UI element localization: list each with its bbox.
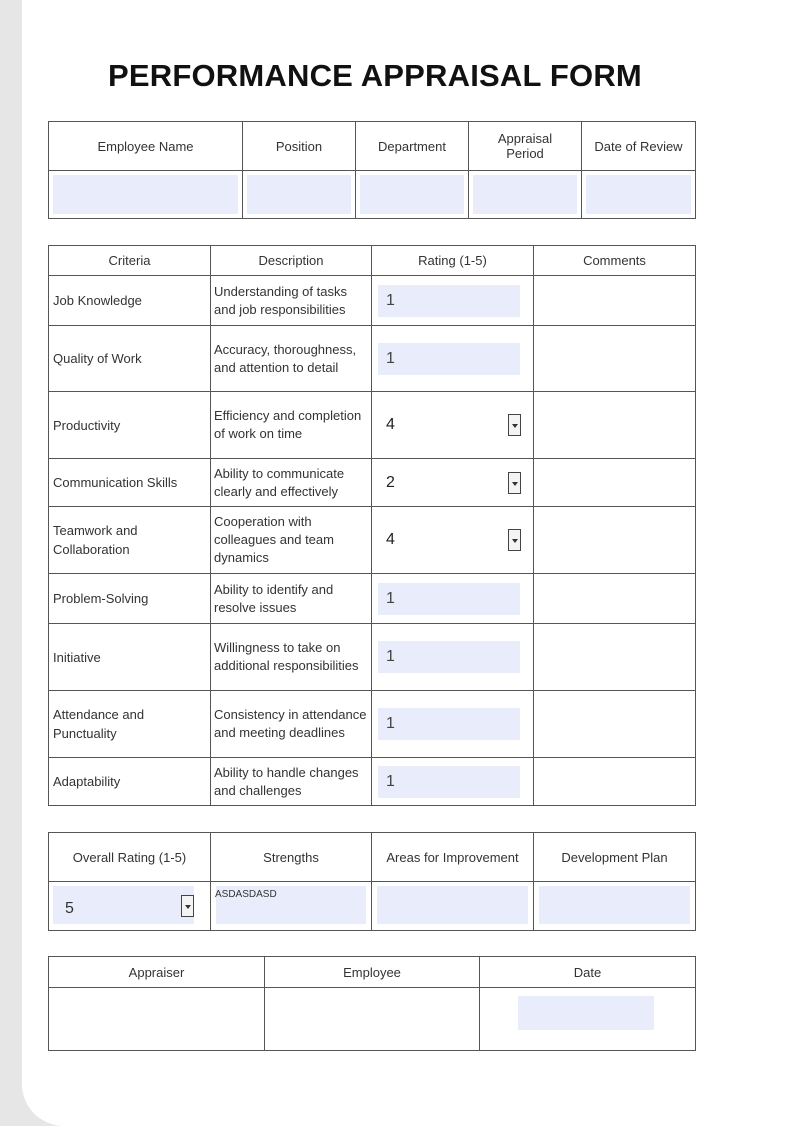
development-plan-cell: [534, 882, 696, 931]
appraiser-signature-cell[interactable]: [49, 988, 265, 1051]
rating-cell: [372, 276, 534, 326]
rating-value: 4: [386, 531, 395, 548]
criteria-description: Efficiency and completion of work on time: [211, 392, 372, 459]
dropdown-arrow-icon[interactable]: [508, 529, 521, 551]
dropdown-arrow-icon[interactable]: [508, 414, 521, 436]
criteria-label: Productivity: [49, 392, 211, 459]
strengths-value: ASDASDASD: [215, 889, 277, 900]
comment-cell: [534, 392, 696, 459]
rating-input[interactable]: [378, 766, 520, 798]
rating-input[interactable]: [378, 641, 520, 673]
appraisal-period-input[interactable]: [473, 175, 577, 214]
rating-cell: [372, 507, 534, 574]
employee-signature-cell[interactable]: [265, 988, 480, 1051]
header-date-of-review: Date of Review: [582, 122, 696, 171]
header-department: Department: [356, 122, 469, 171]
header-date: Date: [480, 957, 696, 988]
rating-input[interactable]: [378, 708, 520, 740]
table-row: [49, 392, 696, 459]
criteria-description: Ability to handle changes and challenges: [211, 758, 372, 806]
summary-table: [48, 832, 696, 931]
comment-cell: [534, 326, 696, 392]
rating-value: 1: [386, 589, 395, 607]
table-row: [49, 326, 696, 392]
rating-input[interactable]: [378, 343, 520, 375]
page-title: PERFORMANCE APPRAISAL FORM: [108, 58, 642, 93]
rating-value: 1: [386, 291, 395, 309]
areas-for-improvement-input[interactable]: [377, 886, 528, 924]
comment-cell: [534, 507, 696, 574]
department-cell: [356, 171, 469, 219]
position-cell: [243, 171, 356, 219]
overall-rating-select[interactable]: [53, 886, 194, 924]
rating-value: 1: [386, 772, 395, 790]
rating-value: 2: [386, 473, 395, 491]
header-employee-name: Employee Name: [49, 122, 243, 171]
department-input[interactable]: [360, 175, 464, 214]
header-strengths: Strengths: [211, 833, 372, 882]
criteria-description: Consistency in attendance and meeting deadlines: [211, 691, 372, 758]
table-row: [49, 624, 696, 691]
date-of-review-input[interactable]: [586, 175, 691, 214]
criteria-table: [48, 245, 696, 806]
criteria-description: Ability to identify and resolve issues: [211, 574, 372, 624]
signatures-table: [48, 956, 696, 1051]
rating-value: 4: [386, 416, 395, 433]
header-criteria: Criteria: [49, 246, 211, 276]
header-rating: Rating (1-5): [372, 246, 534, 276]
table-row: [49, 691, 696, 758]
criteria-description: Cooperation with colleagues and team dynamics: [211, 507, 372, 574]
header-areas-for-improvement: Areas for Improvement: [372, 833, 534, 882]
criteria-label: Attendance and Punctuality: [49, 691, 211, 758]
criteria-label: Initiative: [49, 624, 211, 691]
header-position: Position: [243, 122, 356, 171]
comment-cell: [534, 459, 696, 507]
criteria-description: Willingness to take on additional responsibilities: [211, 624, 372, 691]
comment-cell: [534, 624, 696, 691]
table-row: [49, 276, 696, 326]
header-appraisal-period: Appraisal Period: [469, 122, 582, 171]
criteria-description: Accuracy, thoroughness, and attention to detail: [211, 326, 372, 392]
rating-cell: [372, 459, 534, 507]
rating-value: 1: [386, 715, 395, 732]
development-plan-input[interactable]: [539, 886, 690, 924]
date-cell: [480, 988, 696, 1051]
rating-value: 1: [386, 648, 395, 665]
areas-for-improvement-cell: [372, 882, 534, 931]
rating-cell: [372, 691, 534, 758]
comment-cell: [534, 758, 696, 806]
rating-input[interactable]: [378, 285, 520, 317]
rating-input[interactable]: [378, 583, 520, 615]
rating-cell: [372, 624, 534, 691]
comment-cell: [534, 276, 696, 326]
criteria-label: Quality of Work: [49, 326, 211, 392]
appraisal-period-cell: [469, 171, 582, 219]
criteria-label: Problem-Solving: [49, 574, 211, 624]
table-row: [49, 459, 696, 507]
strengths-cell: [211, 882, 372, 931]
table-row: [49, 758, 696, 806]
employee-name-cell: [49, 171, 243, 219]
criteria-description: Ability to communicate clearly and effectively: [211, 459, 372, 507]
header-employee: Employee: [265, 957, 480, 988]
rating-cell: [372, 574, 534, 624]
rating-cell: [372, 326, 534, 392]
criteria-description: Understanding of tasks and job responsibilities: [211, 276, 372, 326]
rating-cell: [372, 392, 534, 459]
overall-rating-cell: [49, 882, 211, 931]
employee-info-table: [48, 121, 696, 219]
header-comments: Comments: [534, 246, 696, 276]
comment-cell: [534, 691, 696, 758]
criteria-label: Communication Skills: [49, 459, 211, 507]
table-row: [49, 574, 696, 624]
rating-cell: [372, 758, 534, 806]
dropdown-arrow-icon[interactable]: [508, 472, 521, 494]
criteria-label: Teamwork and Collaboration: [49, 507, 211, 574]
criteria-label: Job Knowledge: [49, 276, 211, 326]
date-of-review-cell: [582, 171, 696, 219]
header-appraiser: Appraiser: [49, 957, 265, 988]
header-overall-rating: Overall Rating (1-5): [49, 833, 211, 882]
rating-value: 1: [386, 349, 395, 367]
table-row: [49, 507, 696, 574]
overall-rating-value: 5: [65, 900, 74, 917]
header-development-plan: Development Plan: [534, 833, 696, 882]
dropdown-arrow-icon[interactable]: [181, 895, 194, 917]
header-description: Description: [211, 246, 372, 276]
criteria-label: Adaptability: [49, 758, 211, 806]
comment-cell: [534, 574, 696, 624]
employee-name-input[interactable]: [53, 175, 238, 214]
position-input[interactable]: [247, 175, 351, 214]
date-input[interactable]: [518, 996, 654, 1030]
